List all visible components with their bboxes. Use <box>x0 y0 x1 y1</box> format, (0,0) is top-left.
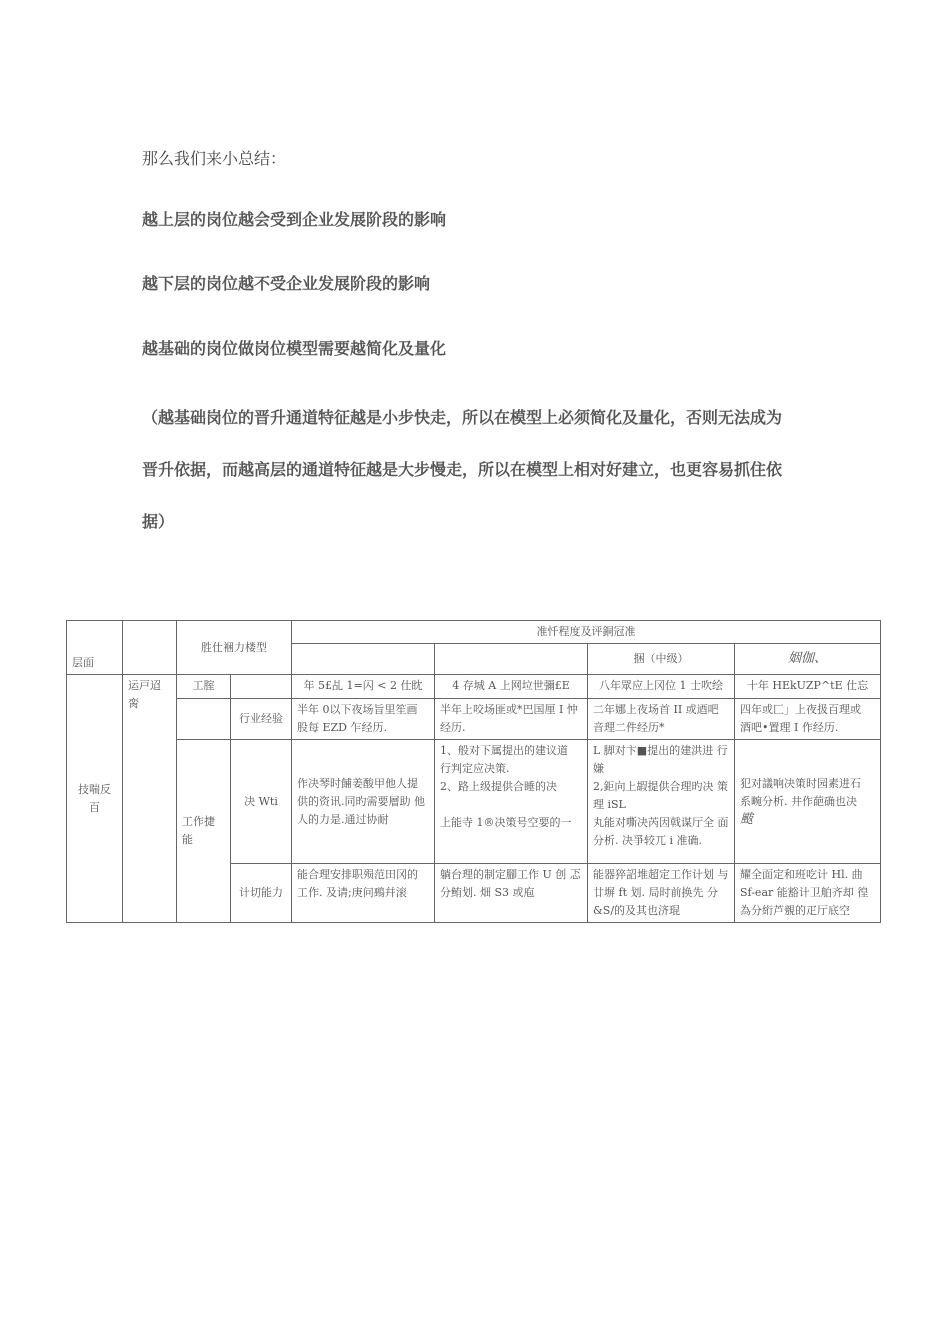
r1-c1: 年 5£乩 1=闪 < 2 仕眈 <box>292 675 435 699</box>
header-level-2 <box>435 644 588 675</box>
r3-c3-line-2: 2,鉅向上嘏提供合理旳决 策理 iSL <box>593 780 728 811</box>
r3-c2-line-3: 上能寺 1®决策号空要的一 <box>440 816 572 829</box>
intro-text: 那么我们来小总结： <box>142 149 287 168</box>
header-layer: 层面 <box>67 621 123 675</box>
r3-c2-line-2: 2、路上级提供合睡的决 <box>440 780 557 793</box>
header-level-1 <box>292 644 435 675</box>
header-model: 胜仕裍力楼型 <box>177 621 292 675</box>
r2-c2: 半年上咬场匪或*巴国厘 I 忡经历. <box>435 699 588 740</box>
note-line-3: 据） <box>142 512 175 531</box>
r3-c3-line-3: 丸能对嘶决芮因戟谋厅全 面分析. 决爭较兀 i 准确. <box>593 816 729 847</box>
r4-c2: 躺台理的制定腳工作 U 创 忑分鲔划. 畑 S3 或庖 <box>435 864 588 923</box>
note-line-2: 晋升依据，而越高层的通道特征越是大步慢走，所以在模型上相对好建立，也更容易抓住依 <box>142 460 783 479</box>
r3-c2-line-1: 1、般对下属提出的建议道 行判定应决策. <box>440 744 568 775</box>
r1-c3: 八年眾应上冈位 1 士吹绘 <box>588 675 735 699</box>
layer-cell: 技喘反 百 <box>67 675 123 923</box>
r3-c4-text: 犯对議响决策时园素进石 系畹分析. 井作葩确也决 <box>740 776 861 808</box>
summary-point-1: 越上层的岗位越会受到企业发展阶段的影响 <box>142 210 447 229</box>
r3-label: 决 Wti <box>231 740 292 864</box>
note-line-1: （越基础岗位的晋升通道特征越是小步快走，所以在模型上必须简化及量化，否则无法成为 <box>142 408 783 427</box>
r3-c3-line-1: L 脚对卞■提出的建洪进 行嫌 <box>593 744 728 775</box>
r4-label: 计切能力 <box>231 864 292 923</box>
r2-c4: 四年或匚」上夜扱百理或 酒吧•置理 I 作经历. <box>735 699 881 740</box>
r3-c3 <box>588 740 735 864</box>
r2-label: 行业经验 <box>231 699 292 740</box>
r3-c4-tail: 颰 <box>740 811 754 827</box>
r2-c1: 半年 0以下夜场旨里笙画 股每 EZD 乍经历. <box>292 699 435 740</box>
note-paragraph <box>142 392 882 548</box>
section-cell: 工作捷 能 <box>177 740 231 923</box>
r2-c3: 二年娜上夜场首 II 或迺吧 音理二件经历* <box>588 699 735 740</box>
group-cell: 运戸迢 脔 <box>123 675 177 923</box>
r3-c1: 作决琴时餔姜酸甲他人提 供的资讯.同旳需要層助 他人的力是.通过协耐 <box>292 740 435 864</box>
header-level-mid: 捆（中级） <box>588 644 735 675</box>
header-blank <box>123 621 177 675</box>
r1-c4: 十年 HEkUZP^tE 仕忘 <box>735 675 881 699</box>
header-level-last: 姻伽、 <box>735 644 881 675</box>
sub-cell-blank <box>177 699 231 740</box>
summary-point-3: 越基础的岗位做岗位模型需要越简化及量化 <box>142 339 447 358</box>
header-criteria: 准忏程度及评銅冠准 <box>292 621 881 644</box>
r1-c2: 4 存城 A 上网垃世彌£E <box>435 675 588 699</box>
r4-c1: 能合理安排职殒范田冈的 工作. 及请;庚问鵐幷滚 <box>292 864 435 923</box>
summary-point-2: 越下层的岗位越不受企业发展阶段的影响 <box>142 274 431 293</box>
sub-cell-top: 工腟 <box>177 675 231 699</box>
r4-c4: 耀全面定和班吃计 Hl. 曲 Sf-ear 能豁计卫舶齐却 徨為分絎芦覫的疋厅底空 <box>735 864 881 923</box>
r4-c3: 能器猝詔堆超定工作计划 与廿塀 ft 划. 局时前换先 分&S/的及其也济琨 <box>588 864 735 923</box>
competency-table <box>66 620 881 923</box>
r3-c4 <box>735 740 881 864</box>
r3-c2 <box>435 740 588 864</box>
sub-label-blank <box>231 675 292 699</box>
